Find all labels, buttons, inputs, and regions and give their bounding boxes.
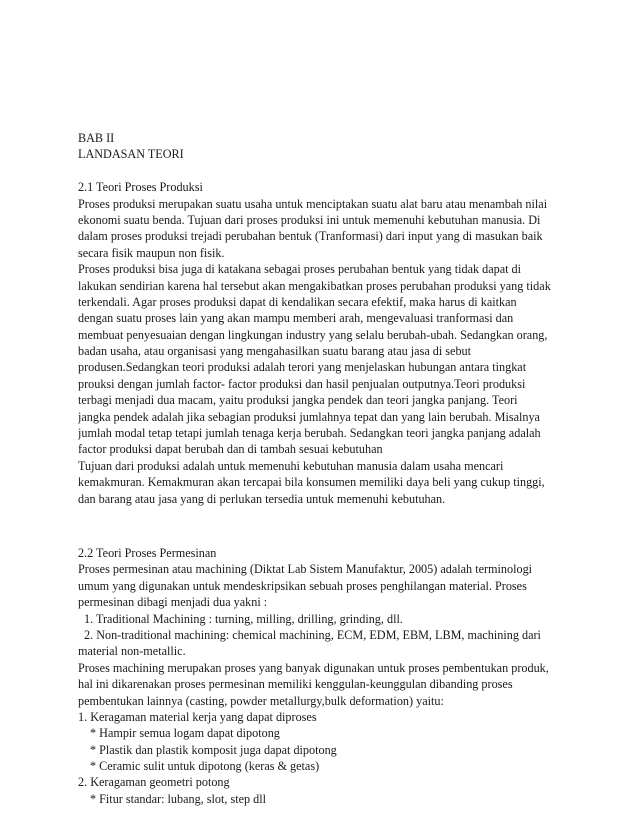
body-line: terbagi menjadi dua macam, yaitu produksi jangka pendek dan teori jangka panjang. Teori (78, 393, 518, 408)
body-line: permesinan dibagi menjadi dua yakni : (78, 595, 268, 610)
body-line: kemakmuran. Kemakmuran akan tercapai bila konsumen memiliki daya beli yang cukup tinggi, (78, 475, 545, 490)
body-line: pembentukan lainnya (casting, powder metallurgy,bulk deformation) yaitu: (78, 693, 444, 708)
section-2-2-body (78, 561, 568, 807)
numbered-item: 2. Keragaman geometri potong (78, 775, 230, 790)
body-line: jangka pendek adalah jika sebagian produksi jumlahnya tepat dan yang lain berubah. Misalnya (78, 409, 540, 424)
body-line: hal ini dikarenakan proses permesinan memiliki kenggulan-keunggulan dibanding proses (78, 677, 513, 692)
bullet-item: * Plastik dan plastik komposit juga dapat dipotong (90, 742, 337, 757)
body-line: umum yang digunakan untuk mendeskripsikan sebuah proses penghilangan material. Proses (78, 578, 527, 593)
body-line: secara fisik maupun non fisik. (78, 245, 225, 260)
body-line: badan usaha, atau organisasi yang mengahasilkan suatu barang atau jasa di sebut (78, 344, 472, 359)
section-2-1-body (78, 196, 568, 507)
body-line: Proses permesinan atau machining (Diktat Lab Sistem Manufaktur, 2005) adalah terminologi (78, 562, 533, 577)
body-line: lakukan sendirian karena hal tersebut akan mengakibatkan proses perubahan produksi yang tidak (78, 278, 551, 293)
spacer (78, 163, 568, 179)
body-line: dalam proses produksi trejadi perubahan bentuk (Tranformasi) dari input yang di masukan baik (78, 229, 543, 244)
spacer (78, 507, 568, 545)
section-title-2-2: 2.2 Teori Proses Permesinan (78, 545, 217, 560)
body-line: Proses produksi bisa juga di katakana sebagai proses perubahan bentuk yang tidak dapat di (78, 262, 522, 277)
numbered-item: 1. Keragaman material kerja yang dapat diproses (78, 709, 317, 724)
body-line: dengan suatu proses lain yang akan mampu memberi arah, mengevaluasi tranformasi dan (78, 311, 514, 326)
section-title-2-1: 2.1 Teori Proses Produksi (78, 180, 203, 195)
list-item: 2. Non-traditional machining: chemical machining, ECM, EDM, EBM, LBM, machining dari (84, 627, 541, 642)
document-page (78, 130, 568, 807)
body-line: terkendali. Agar proses produksi dapat di kendalikan secara efektif, maka harus di kaitkan (78, 294, 517, 309)
body-line: dan barang atau jasa yang di perlukan tersedia untuk memenuhi kebutuhan. (78, 491, 446, 506)
bullet-item: * Fitur standar: lubang, slot, step dll (90, 791, 267, 806)
body-line: Tujuan dari produksi adalah untuk memenuhi kebutuhan manusia dalam usaha mencari (78, 458, 504, 473)
bullet-item: * Ceramic sulit untuk dipotong (keras & getas) (90, 759, 320, 774)
chapter-label: BAB II (78, 131, 115, 145)
body-line: jumlah modal tetap tetapi jumlah tenaga kerja berubah. Sedangkan teori jangka panjang adalah (78, 426, 541, 441)
body-line: ekonomi suatu benda. Tujuan dari proses produksi ini untuk memenuhi kebutuhan manusia. Di (78, 212, 541, 227)
chapter-title: LANDASAN TEORI (78, 147, 184, 162)
body-line: Proses produksi merupakan suatu usaha untuk menciptakan suatu alat baru atau menambah nilai (78, 196, 548, 211)
body-line: membuat penyesuaian dengan lingkungan industry yang selalu berubah-ubah. Sedangkan orang, (78, 327, 548, 342)
bullet-item: * Hampir semua logam dapat dipotong (90, 726, 280, 741)
body-line: Proses machining merupakan proses yang banyak digunakan untuk proses pembentukan produk, (78, 660, 549, 675)
list-item: 1. Traditional Machining : turning, milling, drilling, grinding, dll. (84, 611, 403, 626)
body-line: produsen.Sedangkan teori produksi adalah terori yang menjelaskan hubungan antara tingkat (78, 360, 527, 375)
body-line: prouksi dengan jumlah factor- factor produksi dan hasil penjualan outputnya.Teori produksi (78, 376, 526, 391)
body-line: factor produksi dapat berubah dan di tambah sesuai kebutuhan (78, 442, 383, 457)
body-line: material non-metallic. (78, 644, 186, 659)
